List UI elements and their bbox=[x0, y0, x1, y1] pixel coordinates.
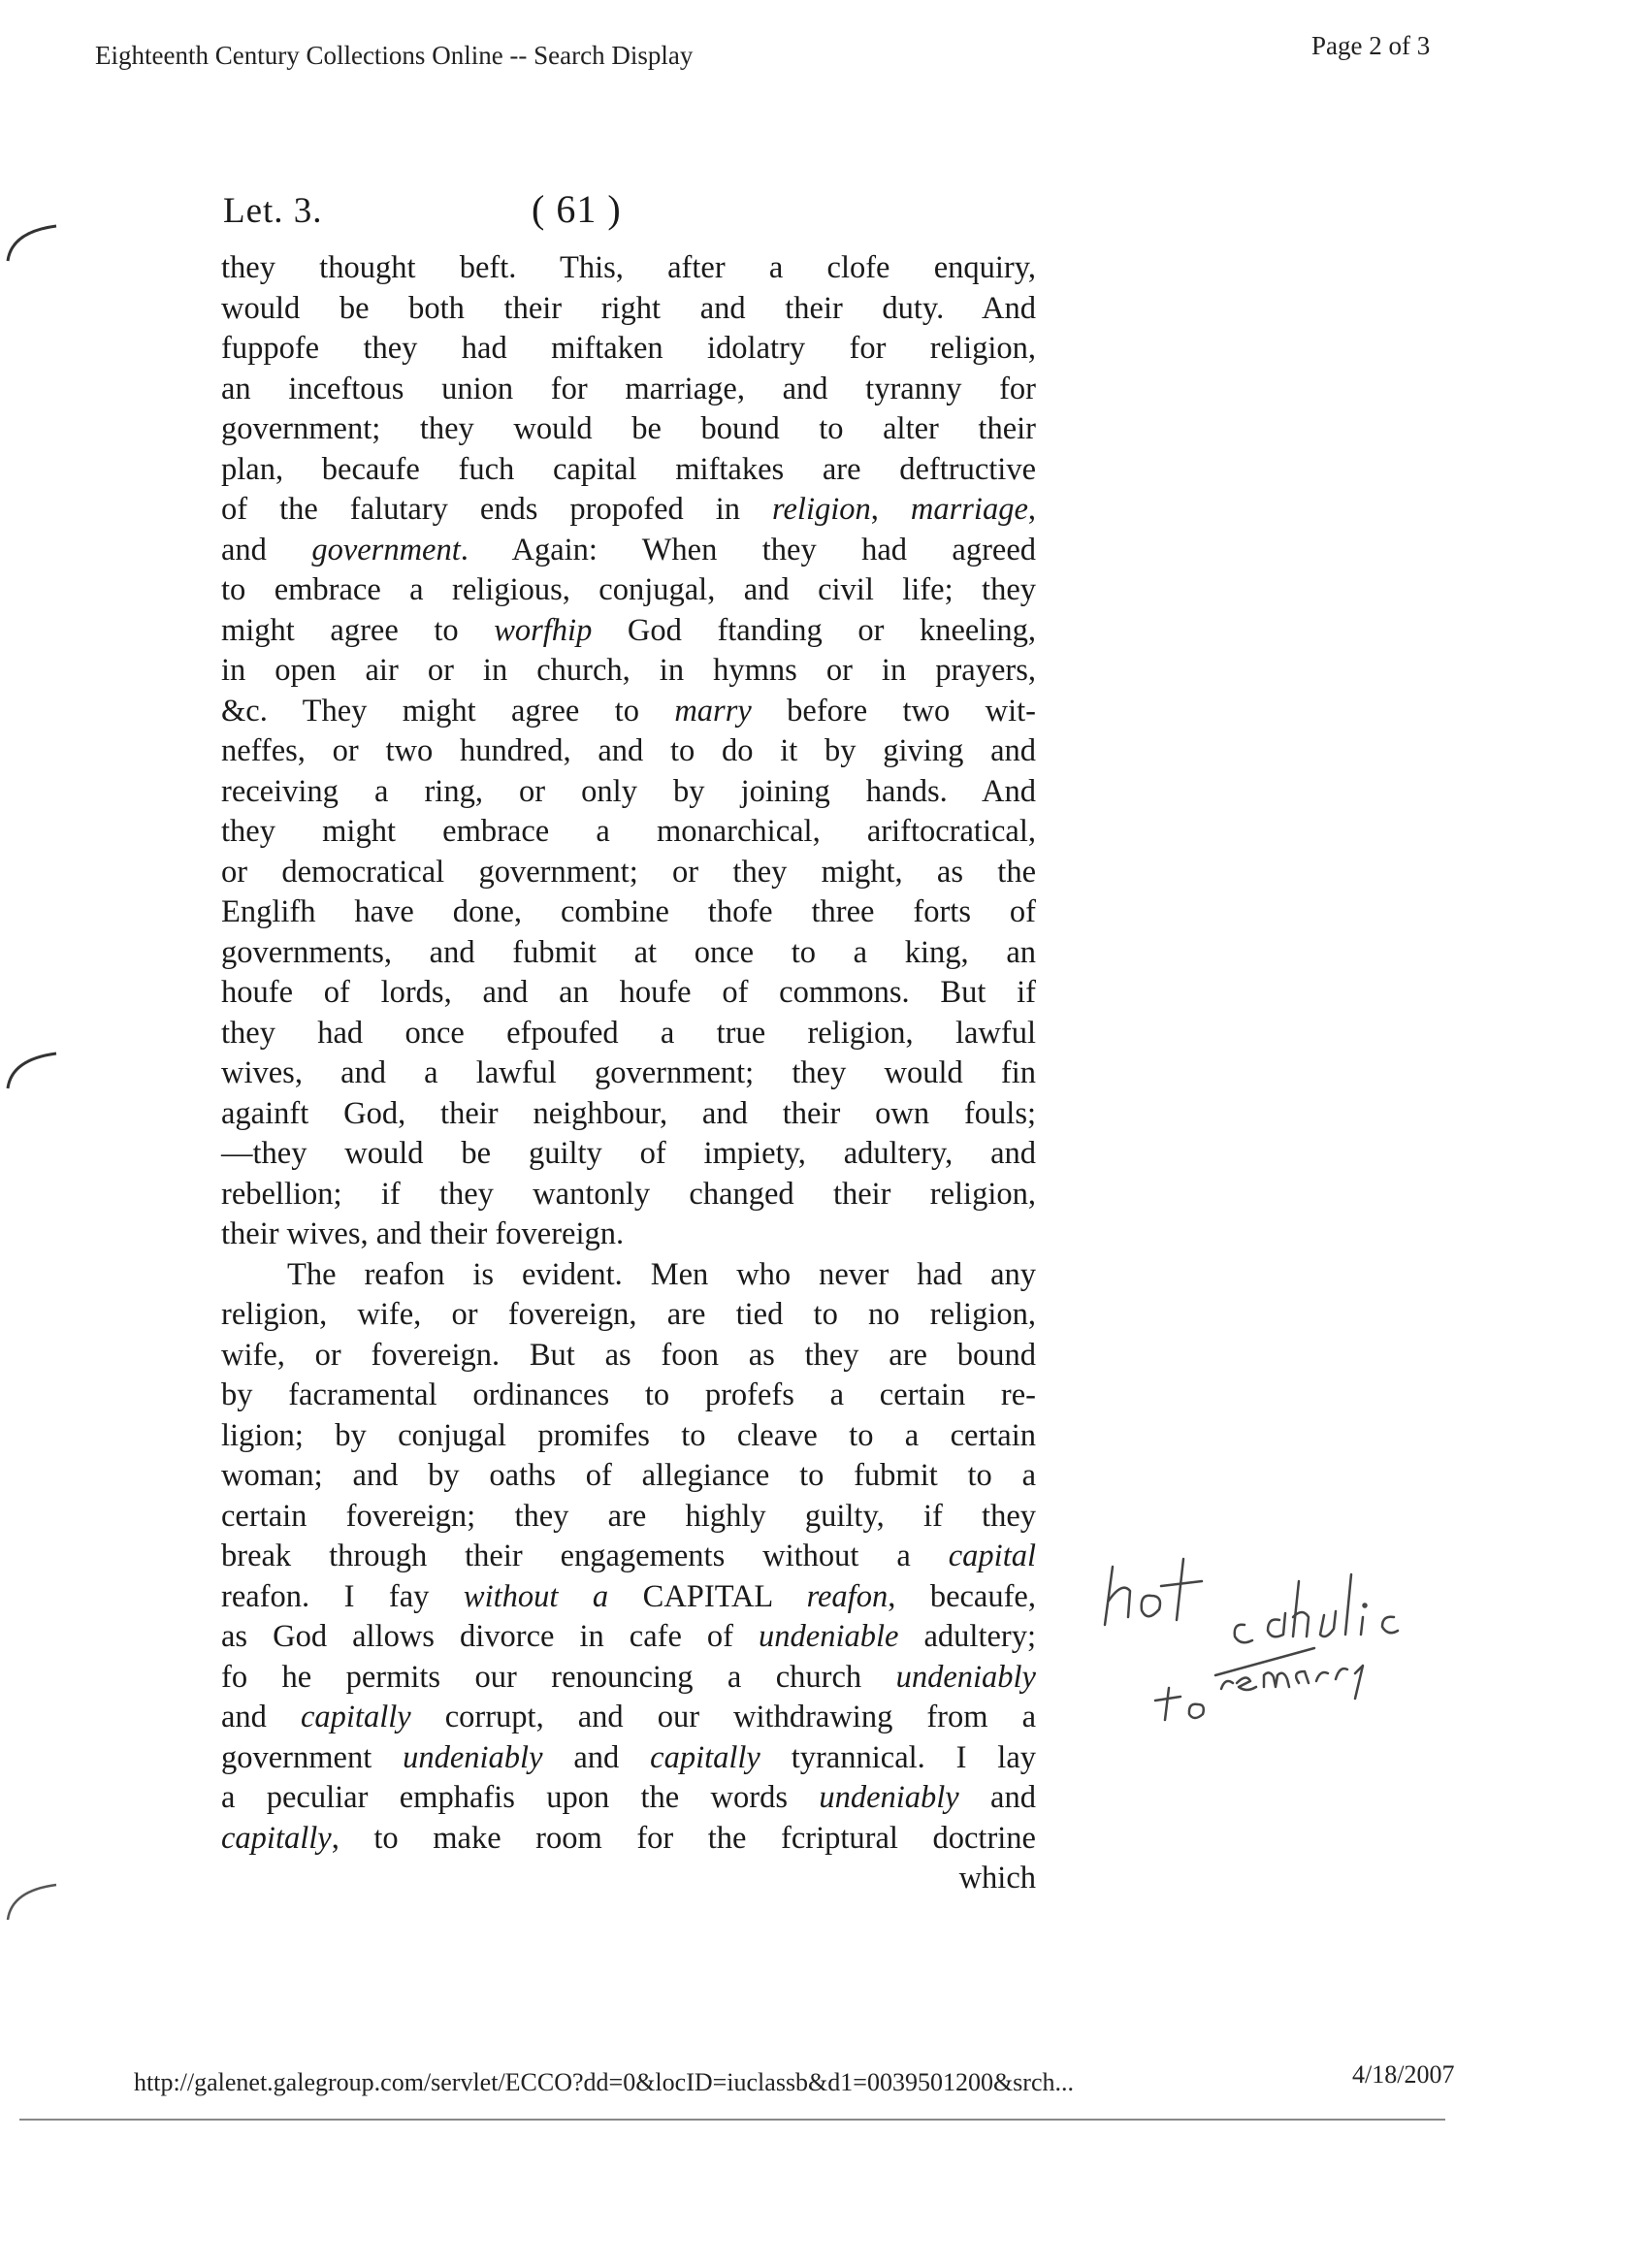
text-line: capitally, to make room for the fcriptural doctrine bbox=[221, 1820, 1036, 1856]
text-line: againft God, their neighbour, and their own fouls; bbox=[221, 1095, 1036, 1131]
text-line: by facramental ordinances to profefs a certain re- bbox=[221, 1377, 1036, 1412]
text-line: break through their engagements without a capital bbox=[221, 1539, 1036, 1573]
footer-divider bbox=[19, 2119, 1445, 2121]
text-line: The reafon is evident. Men who never had any bbox=[287, 1256, 1036, 1292]
text-line: fo he permits our renouncing a church undeniably bbox=[221, 1659, 1036, 1695]
source-url: http://galenet.galegroup.com/servlet/ECCO?dd=0&locID=iuclassb&d1=0039501200&srch... bbox=[134, 2068, 1074, 2096]
text-line: neffes, or two hundred, and to do it by giving and bbox=[221, 733, 1036, 768]
text-line: —they would be guilty of impiety, adultery, and bbox=[221, 1136, 1036, 1171]
text-line: their wives, and their fovereign. bbox=[221, 1216, 625, 1251]
scanned-book-page bbox=[221, 187, 1037, 1899]
handwritten-annotation bbox=[1101, 1528, 1470, 1751]
text-line: or democratical government; or they might, as the bbox=[221, 854, 1036, 890]
text-line: ligion; by conjugal promifes to cleave to a certain bbox=[221, 1417, 1036, 1453]
text-line: houfe of lords, and an houfe of commons. But if bbox=[221, 975, 1036, 1010]
punch-hole-mark bbox=[0, 1877, 68, 1926]
letter-reference: Let. 3. bbox=[223, 191, 323, 231]
text-line: religion, wife, or fovereign, are tied to no religion, bbox=[221, 1297, 1036, 1332]
text-line: wives, and a lawful government; they would fin bbox=[221, 1055, 1036, 1090]
text-line: in open air or in church, in hymns or in prayers, bbox=[221, 653, 1036, 688]
page-indicator: Page 2 of 3 bbox=[1311, 31, 1431, 60]
body-text bbox=[221, 248, 1036, 1859]
text-line: wife, or fovereign. But as foon as they are bound bbox=[221, 1337, 1036, 1373]
text-line: and government. Again: When they had agreed bbox=[221, 532, 1036, 567]
text-line: an inceftous union for marriage, and tyranny for bbox=[221, 371, 1036, 406]
text-line: they thought beft. This, after a clofe enquiry, bbox=[221, 250, 1036, 285]
text-line: certain fovereign; they are highly guilty, if they bbox=[221, 1498, 1036, 1534]
text-line: woman; and by oaths of allegiance to fubmit to a bbox=[221, 1458, 1036, 1493]
page-number: ( 61 ) bbox=[532, 187, 622, 231]
running-head bbox=[221, 187, 1036, 248]
text-line: Englifh have done, combine thofe three forts of bbox=[221, 894, 1036, 929]
text-line: might agree to worfhip God ftanding or kneeling, bbox=[221, 612, 1036, 648]
text-line: rebellion; if they wantonly changed their religion, bbox=[221, 1176, 1036, 1212]
print-header-title: Eighteenth Century Collections Online -- Search Display bbox=[95, 41, 694, 70]
text-line: plan, becaufe fuch capital miftakes are deftructive bbox=[221, 451, 1036, 487]
text-line: government undeniably and capitally tyrannical. I lay bbox=[221, 1739, 1036, 1775]
print-date: 4/18/2007 bbox=[1352, 2060, 1455, 2089]
text-line: would be both their right and their duty. And bbox=[221, 290, 1036, 326]
text-line: receiving a ring, or only by joining hands. And bbox=[221, 773, 1036, 809]
punch-hole-mark bbox=[0, 1046, 68, 1094]
text-line: to embrace a religious, conjugal, and civil life; they bbox=[221, 572, 1036, 607]
text-line: fuppofe they had miftaken idolatry for religion, bbox=[221, 331, 1036, 366]
text-line: they had once efpoufed a true religion, lawful bbox=[221, 1015, 1036, 1051]
text-line: a peculiar emphafis upon the words undeniably and bbox=[221, 1780, 1036, 1815]
text-line: governments, and fubmit at once to a king, an bbox=[221, 934, 1036, 970]
text-line: government; they would be bound to alter their bbox=[221, 411, 1036, 446]
text-line: &c. They might agree to marry before two wit- bbox=[221, 693, 1036, 729]
text-line: of the falutary ends propofed in religion, marriage, bbox=[221, 492, 1037, 527]
text-line: and capitally corrupt, and our withdrawing from a bbox=[221, 1700, 1036, 1734]
text-line: they might embrace a monarchical, ariftocratical, bbox=[221, 814, 1036, 849]
text-line: as God allows divorce in cafe of undeniable adultery; bbox=[221, 1619, 1036, 1654]
catchword: which bbox=[958, 1861, 1036, 1895]
text-line: reafon. I fay without a CAPITAL reafon, becaufe, bbox=[221, 1578, 1036, 1614]
punch-hole-mark bbox=[0, 218, 68, 267]
